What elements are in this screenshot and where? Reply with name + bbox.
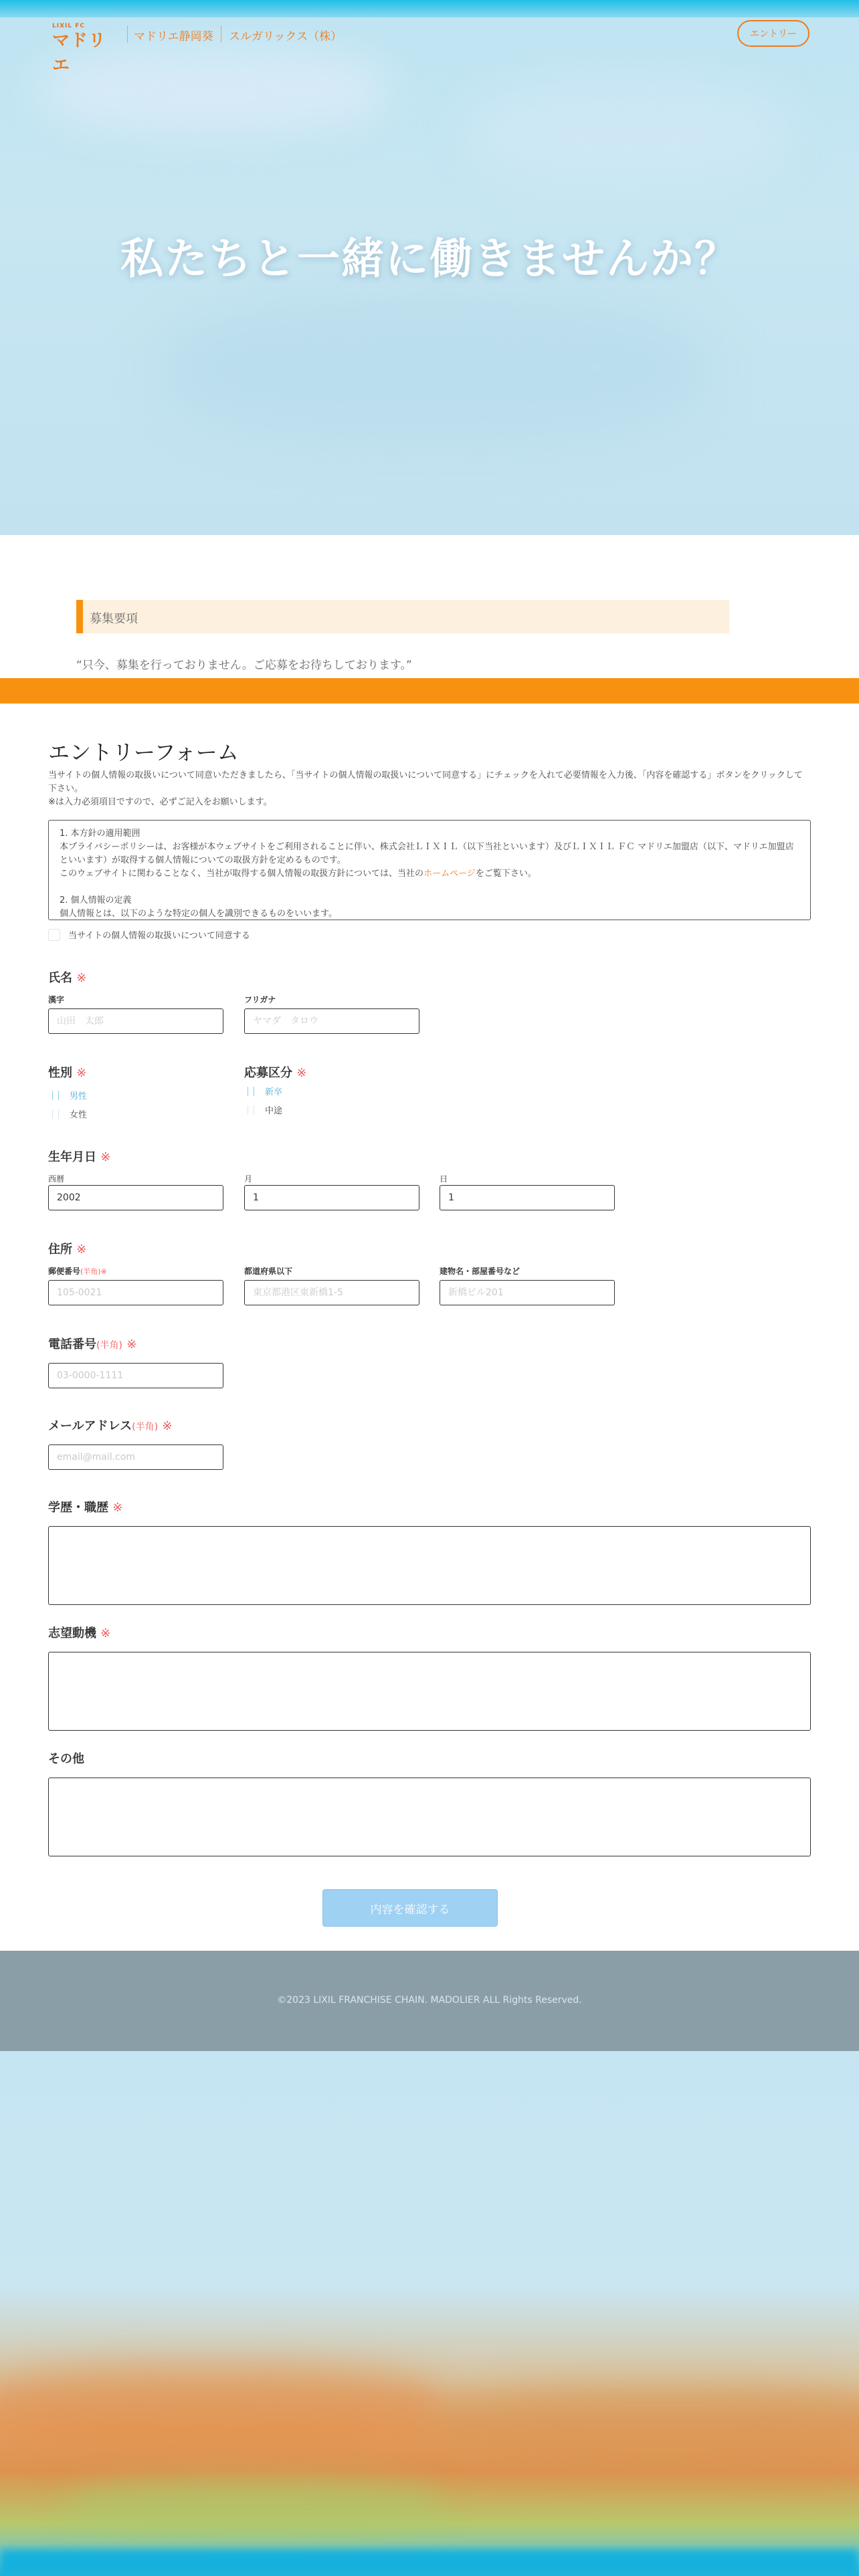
header-divider bbox=[127, 25, 128, 43]
logo-small-text: LIXIL FC bbox=[52, 23, 85, 29]
radio-label: 男性 bbox=[70, 1091, 88, 1101]
orange-divider-band bbox=[0, 678, 859, 704]
birth-year-select[interactable]: 2002 bbox=[48, 1185, 223, 1210]
required-mark: ※ bbox=[112, 1501, 123, 1515]
confirm-button[interactable]: 内容を確認する bbox=[322, 1889, 498, 1927]
required-mark: ※ bbox=[296, 1066, 307, 1080]
store-name: マドリエ静岡葵 bbox=[134, 30, 213, 43]
top-stripe bbox=[0, 0, 859, 17]
zip-label-text: 郵便番号 bbox=[48, 1267, 81, 1276]
policy-text: をご覧下さい。 bbox=[475, 869, 537, 879]
gender-female-radio[interactable] bbox=[52, 1107, 87, 1120]
category-mid-career-radio[interactable] bbox=[248, 1103, 282, 1116]
notice-label: 募集要項 bbox=[90, 612, 138, 626]
policy-line: 個人情報とは、以下のような特定の個人を識別できるものをいいます。 bbox=[60, 909, 337, 919]
zip-input[interactable]: 105-0021 bbox=[48, 1280, 223, 1305]
name-heading bbox=[48, 968, 86, 986]
gender-heading bbox=[48, 1063, 86, 1081]
form-intro-note: ※は入力必須項目ですので、必ずご記入をお願いします。 bbox=[48, 797, 272, 807]
background-blur bbox=[0, 2549, 859, 2576]
madolier-logo[interactable] bbox=[52, 23, 122, 76]
day-label: 日 bbox=[440, 1174, 448, 1184]
gender-heading-text: 性別 bbox=[48, 1066, 72, 1080]
career-heading-text: 学歴・職歴 bbox=[48, 1501, 108, 1515]
form-intro-line: 当サイトの個人情報の取扱いについて同意いただきましたら、「当サイトの個人情報の取扱いについて同意する」にチェックを入れて必要情報を入力後、「内容を確認する」ボタンをクリックして下さい。 bbox=[48, 770, 803, 794]
policy-line: 本プライバシーポリシーは、お客様が本ウェブサイトをご利用されることに伴い、株式会社ＬＩＸＩＬ（以下当社といいます）及びＬＩＸＩＬ ＦＣ マドリエ加盟店（以下、マドリエ加盟店といいます）が取得する個人情報についての取扱方針を定めるものです。 bbox=[60, 842, 794, 865]
name-furigana-input[interactable]: ヤマダ タロウ bbox=[244, 1008, 419, 1034]
notice-accent-bar bbox=[76, 600, 83, 633]
copyright: ©2023 LIXIL FRANCHISE CHAIN. MADOLIER ALL Rights Reserved. bbox=[277, 1995, 582, 2006]
radio-indicator bbox=[248, 1087, 254, 1096]
hero-background-haze bbox=[468, 80, 789, 187]
form-title: エントリーフォーム bbox=[48, 740, 239, 765]
scenic-background bbox=[0, 2051, 859, 2576]
radio-label: 女性 bbox=[70, 1110, 88, 1120]
address-heading-text: 住所 bbox=[48, 1243, 72, 1257]
birth-day-select[interactable]: 1 bbox=[440, 1185, 615, 1210]
policy-text: このウェブサイトに関わることなく、当社が取得する個人情報の取扱方針については、当社の bbox=[60, 869, 424, 879]
required-mark: ※ bbox=[100, 1267, 107, 1276]
hero-background-haze bbox=[161, 294, 709, 441]
birth-month-select[interactable]: 1 bbox=[244, 1185, 419, 1210]
hero-section bbox=[0, 0, 859, 535]
form-intro bbox=[48, 769, 811, 809]
required-mark: ※ bbox=[100, 1150, 111, 1164]
birthday-heading bbox=[48, 1148, 110, 1165]
hero-title: 私たちと一緒に働きませんか？ bbox=[120, 235, 739, 284]
notice-text: “只今、募集を行っておりません。ご応募をお待ちしております。” bbox=[76, 659, 412, 672]
entry-button[interactable]: エントリー bbox=[737, 20, 809, 47]
gender-male-radio[interactable] bbox=[52, 1089, 87, 1101]
policy-line: 1. 本方針の適用範囲 bbox=[60, 829, 140, 839]
site-footer bbox=[0, 1951, 859, 2051]
furigana-label: フリガナ bbox=[244, 995, 276, 1004]
address-heading bbox=[48, 1240, 86, 1257]
building-label: 建物名・部屋番号など bbox=[440, 1267, 520, 1276]
agree-label: 当サイトの個人情報の取扱いについて同意する bbox=[68, 931, 250, 941]
radio-indicator bbox=[52, 1109, 59, 1119]
zip-label bbox=[48, 1265, 107, 1277]
privacy-policy-box[interactable] bbox=[48, 820, 811, 920]
logo-main-text: マドリエ bbox=[52, 31, 107, 76]
other-heading: その他 bbox=[48, 1752, 84, 1766]
policy-line: 2. 個人情報の定義 bbox=[60, 895, 132, 905]
policy-spacer bbox=[60, 881, 799, 894]
background-blur bbox=[428, 2385, 859, 2459]
required-mark: ※ bbox=[126, 1337, 137, 1352]
site-header bbox=[0, 17, 859, 76]
radio-indicator bbox=[52, 1091, 59, 1100]
required-mark: ※ bbox=[76, 1243, 87, 1257]
half-width-hint: (半角) bbox=[96, 1340, 122, 1351]
agree-checkbox[interactable] bbox=[48, 929, 60, 941]
required-mark: ※ bbox=[76, 971, 87, 985]
background-blur bbox=[0, 2365, 442, 2446]
homepage-link[interactable]: ホームページ bbox=[423, 869, 476, 879]
required-mark: ※ bbox=[100, 1626, 111, 1640]
kanji-label: 漢字 bbox=[48, 995, 65, 1004]
required-mark: ※ bbox=[76, 1066, 87, 1080]
birthday-heading-text: 生年月日 bbox=[48, 1150, 96, 1164]
recruitment-notice-header bbox=[76, 600, 729, 633]
phone-heading bbox=[48, 1335, 136, 1352]
radio-label: 新卒 bbox=[265, 1087, 283, 1097]
email-input[interactable]: email@mail.com bbox=[48, 1444, 223, 1470]
name-heading-text: 氏名 bbox=[48, 971, 72, 985]
required-mark: ※ bbox=[162, 1419, 173, 1433]
name-kanji-input[interactable]: 山田 太郎 bbox=[48, 1008, 223, 1034]
radio-indicator bbox=[248, 1105, 254, 1115]
company-name: スルガリックス（株） bbox=[229, 30, 343, 43]
career-heading bbox=[48, 1498, 122, 1515]
category-new-graduate-radio[interactable] bbox=[248, 1085, 282, 1097]
prefecture-input[interactable]: 東京都港区東新橋1-5 bbox=[244, 1280, 419, 1305]
career-textarea[interactable] bbox=[48, 1526, 811, 1605]
agree-row[interactable] bbox=[48, 928, 250, 941]
motivation-textarea[interactable] bbox=[48, 1652, 811, 1731]
policy-line bbox=[60, 867, 799, 881]
building-input[interactable]: 新橋ビル201 bbox=[440, 1280, 615, 1305]
half-width-hint: (半角) bbox=[132, 1422, 159, 1432]
email-heading-text: メールアドレス bbox=[48, 1419, 132, 1433]
email-heading bbox=[48, 1416, 172, 1434]
other-textarea[interactable] bbox=[48, 1778, 811, 1856]
month-label: 月 bbox=[244, 1174, 253, 1184]
prefecture-label: 都道府県以下 bbox=[244, 1267, 293, 1276]
half-width-hint: (半角) bbox=[80, 1267, 101, 1276]
phone-heading-text: 電話番号 bbox=[48, 1337, 96, 1352]
phone-input[interactable]: 03-0000-1111 bbox=[48, 1363, 223, 1388]
category-heading bbox=[244, 1063, 306, 1081]
radio-label: 中途 bbox=[265, 1106, 283, 1116]
motivation-heading-text: 志望動機 bbox=[48, 1626, 96, 1640]
year-label: 西暦 bbox=[48, 1174, 65, 1184]
category-heading-text: 応募区分 bbox=[244, 1066, 292, 1080]
motivation-heading bbox=[48, 1624, 110, 1641]
background-blur bbox=[67, 2479, 442, 2533]
